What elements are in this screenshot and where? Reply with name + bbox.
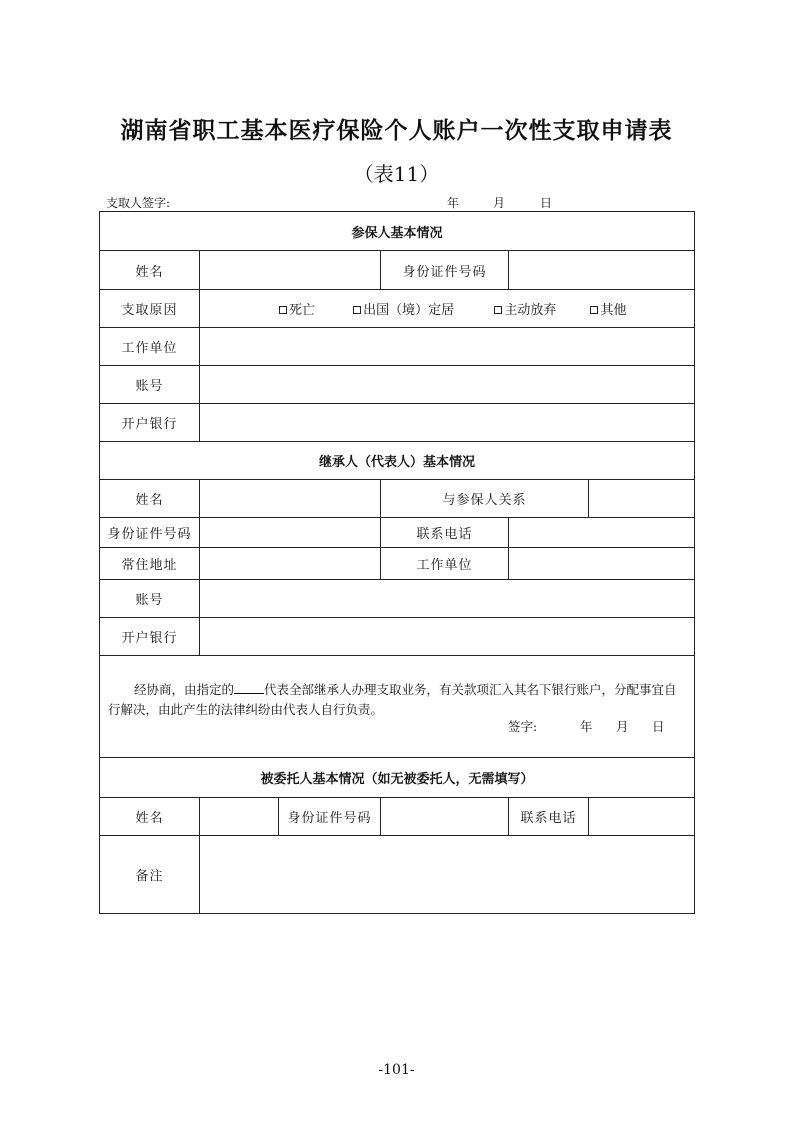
agent-id-label: 身份证件号码 bbox=[279, 798, 381, 836]
heir-bank-field[interactable] bbox=[200, 618, 695, 656]
heir-address-field[interactable] bbox=[200, 548, 381, 580]
reason-option-emigration[interactable]: 出国（境）定居 bbox=[353, 299, 454, 318]
heir-name-field[interactable] bbox=[200, 480, 381, 518]
signature-day-label: 日 bbox=[540, 196, 553, 210]
reason-option-other[interactable]: 其他 bbox=[590, 299, 626, 318]
heir-address-label: 常住地址 bbox=[100, 548, 200, 580]
remarks-field[interactable] bbox=[200, 836, 695, 914]
designated-heir-blank[interactable] bbox=[234, 681, 264, 694]
withdrawal-reason-options bbox=[200, 290, 695, 328]
heir-employer-field[interactable] bbox=[509, 548, 695, 580]
checkbox-icon[interactable] bbox=[279, 306, 287, 314]
heir-id-label: 身份证件号码 bbox=[100, 518, 200, 548]
heir-phone-field[interactable] bbox=[509, 518, 695, 548]
withdrawal-reason-label: 支取原因 bbox=[100, 290, 200, 328]
insured-bank-field[interactable] bbox=[200, 404, 695, 442]
insured-employer-label: 工作单位 bbox=[100, 328, 200, 366]
heir-section-header: 继承人（代表人）基本情况 bbox=[100, 442, 695, 480]
insured-id-field[interactable] bbox=[509, 251, 695, 290]
statement-sign-label: 签字: bbox=[508, 719, 538, 734]
agent-name-label: 姓名 bbox=[100, 798, 200, 836]
heir-id-field[interactable] bbox=[200, 518, 381, 548]
form-subtitle: （表11） bbox=[353, 162, 440, 186]
heir-account-label: 账号 bbox=[100, 580, 200, 618]
remarks-label: 备注 bbox=[100, 836, 200, 914]
insured-employer-field[interactable] bbox=[200, 328, 695, 366]
heir-name-label: 姓名 bbox=[100, 480, 200, 518]
statement-month-label: 月 bbox=[616, 719, 629, 734]
heir-employer-label: 工作单位 bbox=[381, 548, 509, 580]
checkbox-icon[interactable] bbox=[353, 306, 361, 314]
agent-name-field[interactable] bbox=[200, 798, 279, 836]
heir-bank-label: 开户银行 bbox=[100, 618, 200, 656]
reason-option-voluntary[interactable]: 主动放弃 bbox=[494, 299, 556, 318]
applicant-signature-label: 支取人签字: bbox=[106, 196, 171, 210]
insured-account-field[interactable] bbox=[200, 366, 695, 404]
agent-phone-label: 联系电话 bbox=[509, 798, 589, 836]
heir-statement-block bbox=[100, 656, 695, 758]
checkbox-icon[interactable] bbox=[590, 306, 598, 314]
insured-name-label: 姓名 bbox=[100, 251, 200, 290]
agent-section-header: 被委托人基本情况（如无被委托人，无需填写） bbox=[100, 758, 695, 798]
checkbox-icon[interactable] bbox=[494, 306, 502, 314]
form-title: 湖南省职工基本医疗保险个人账户一次性支取申请表 bbox=[120, 117, 673, 144]
insured-id-label: 身份证件号码 bbox=[381, 251, 509, 290]
insured-name-field[interactable] bbox=[200, 251, 381, 290]
application-form-table bbox=[99, 211, 695, 914]
applicant-signature-line bbox=[106, 194, 694, 212]
statement-year-label: 年 bbox=[580, 719, 593, 734]
page-number: -101- bbox=[378, 1062, 415, 1078]
reason-option-death[interactable]: 死亡 bbox=[279, 299, 315, 318]
insured-section-header: 参保人基本情况 bbox=[100, 212, 695, 251]
heir-account-field[interactable] bbox=[200, 580, 695, 618]
agent-id-field[interactable] bbox=[381, 798, 509, 836]
statement-day-label: 日 bbox=[652, 719, 665, 734]
insured-account-label: 账号 bbox=[100, 366, 200, 404]
heir-statement-text: 经协商，由指定的 代表全部继承人办理支取业务，有关款项汇入其名下银行账户，分配事宜自行解决，由此产生的法律纠纷由代表人自行负责。 bbox=[108, 682, 677, 717]
signature-month-label: 月 bbox=[493, 196, 506, 210]
signature-year-label: 年 bbox=[447, 196, 460, 210]
heir-phone-label: 联系电话 bbox=[381, 518, 509, 548]
agent-phone-field[interactable] bbox=[589, 798, 695, 836]
insured-bank-label: 开户银行 bbox=[100, 404, 200, 442]
heir-relation-field[interactable] bbox=[589, 480, 695, 518]
heir-relation-label: 与参保人关系 bbox=[381, 480, 589, 518]
